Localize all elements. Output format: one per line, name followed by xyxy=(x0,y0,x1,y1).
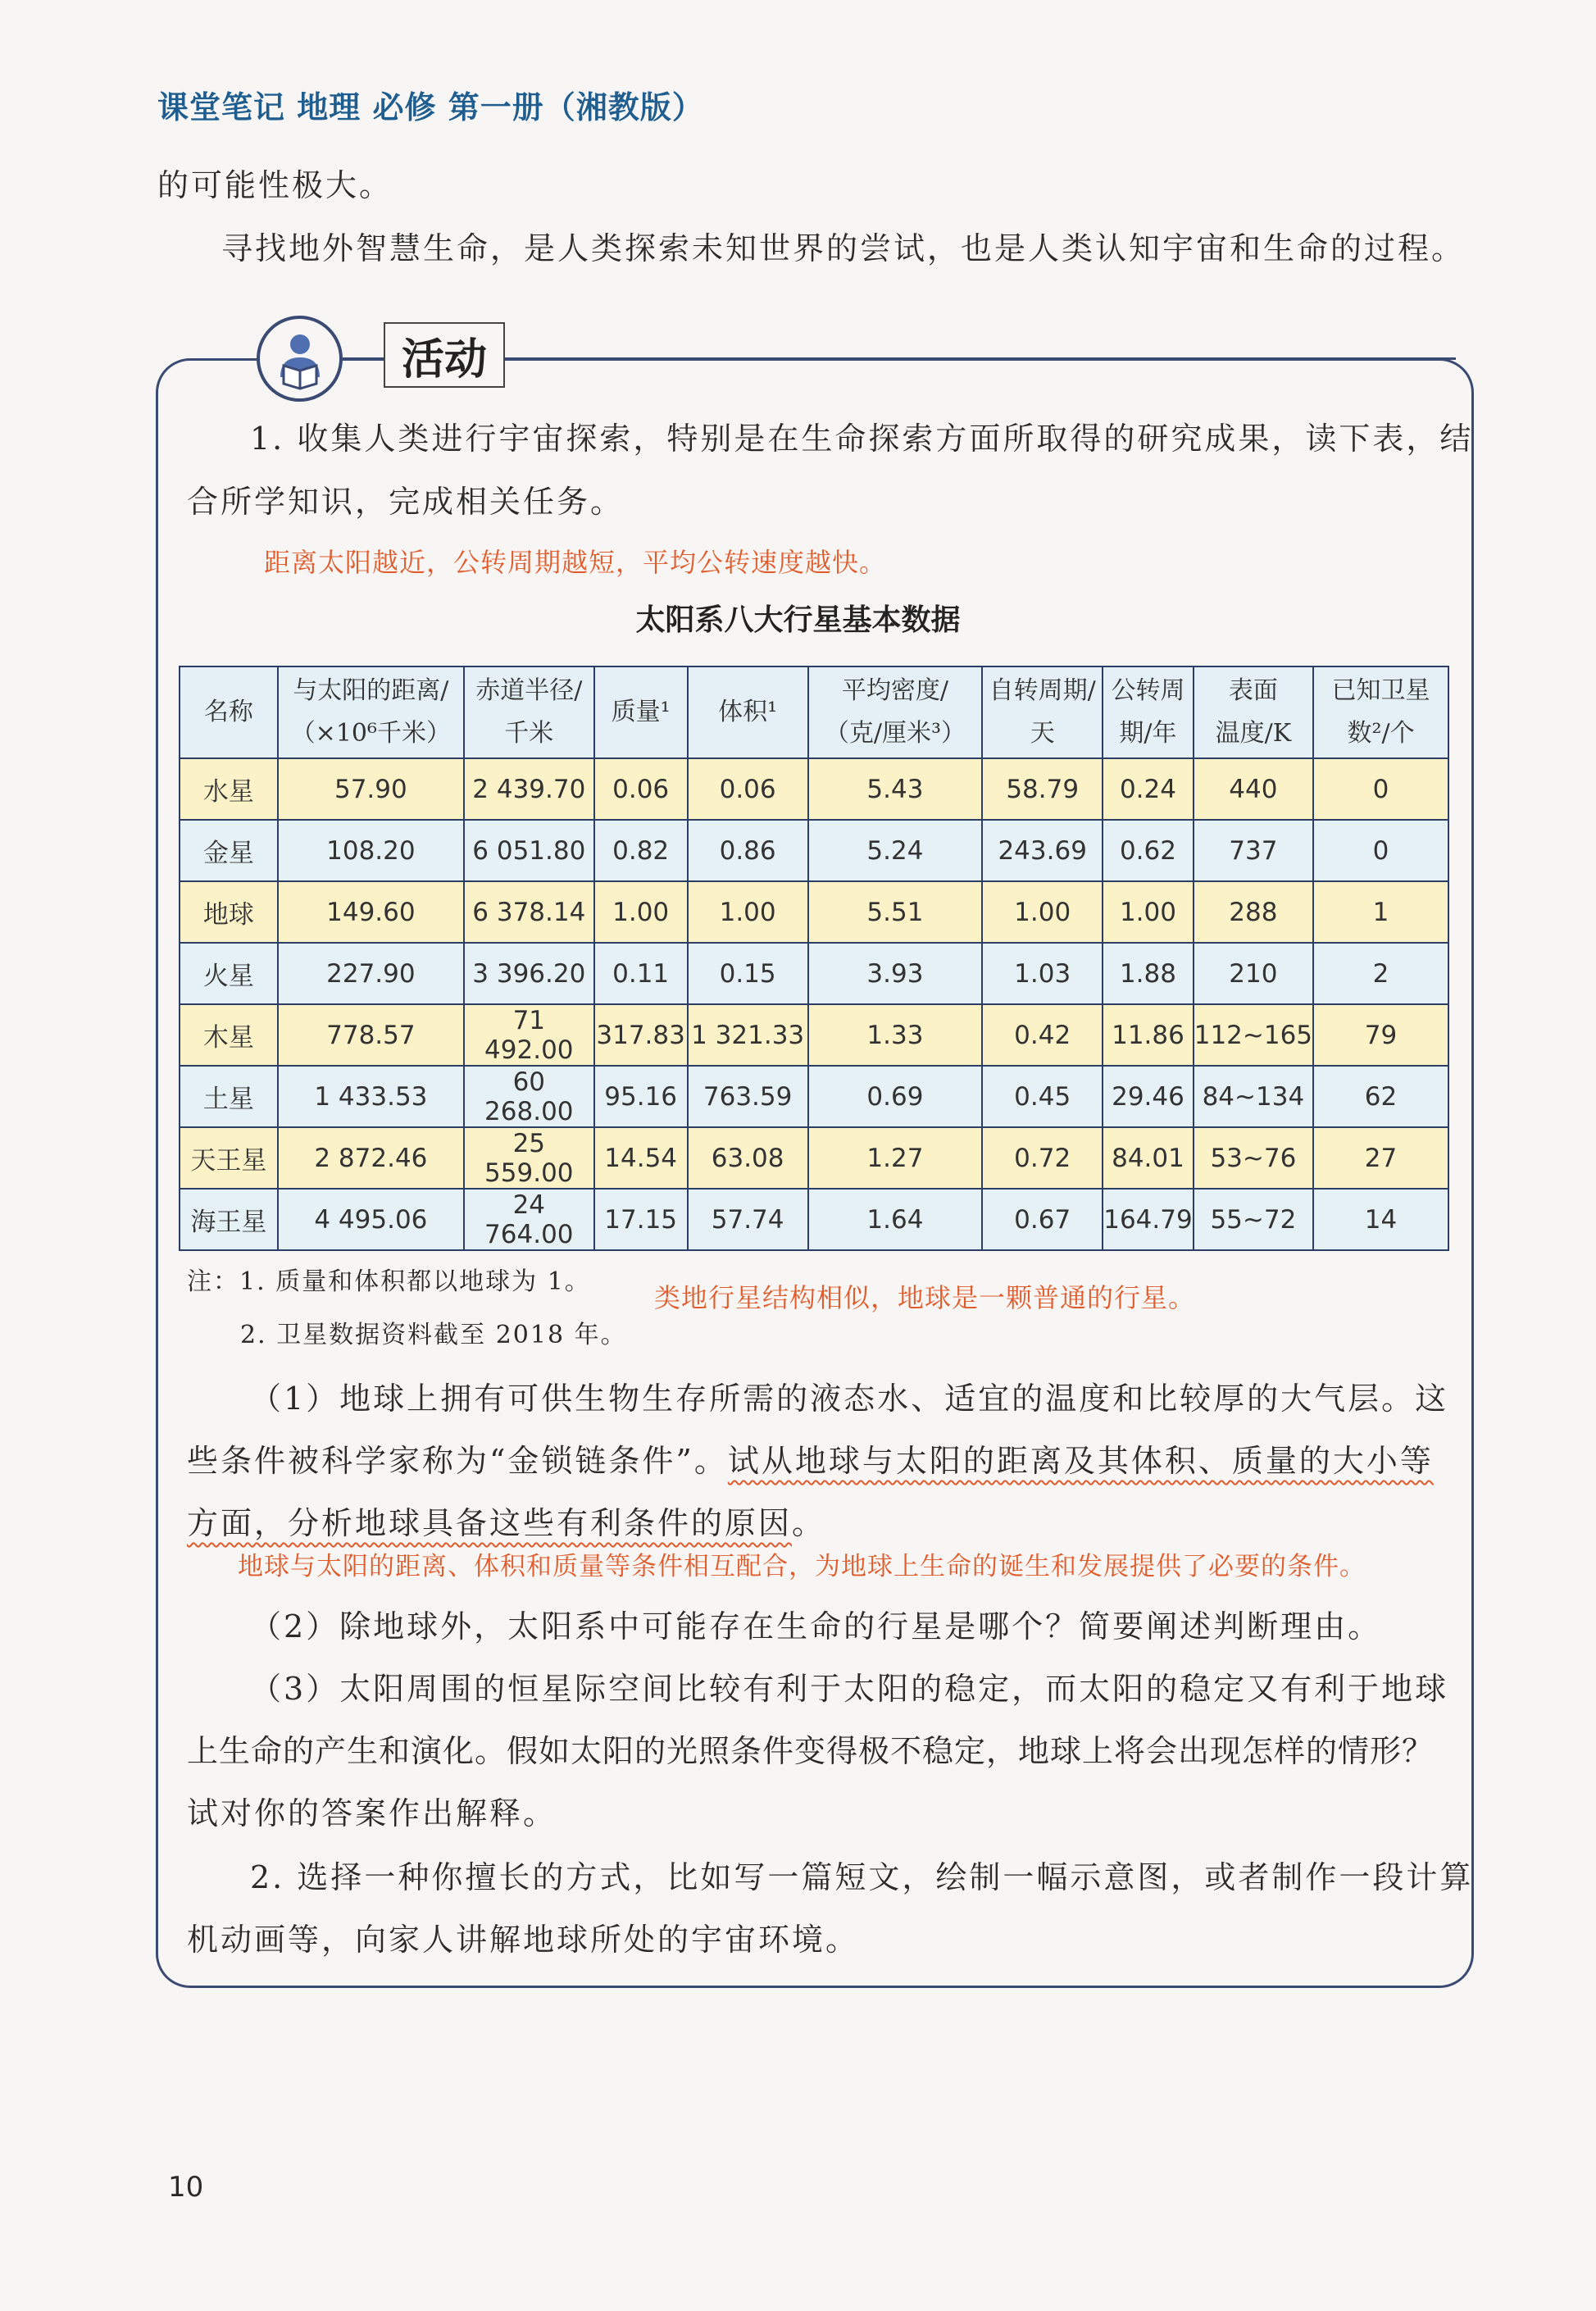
table-cell: 227.90 xyxy=(278,943,464,1004)
col-header-radius: 赤道半径/ 千米 xyxy=(464,666,594,758)
table-row xyxy=(180,1127,1448,1189)
table-cell: 14 xyxy=(1313,1189,1448,1250)
table-cell: 2 872.46 xyxy=(278,1127,464,1189)
table-cell: 4 495.06 xyxy=(278,1189,464,1250)
activity-badge xyxy=(257,316,343,402)
table-row xyxy=(180,820,1448,881)
table-cell: 3.93 xyxy=(808,943,982,1004)
col-header-temperature: 表面 温度/K xyxy=(1194,666,1313,758)
table-row xyxy=(180,1004,1448,1066)
planet-name-cell: 海王星 xyxy=(180,1189,278,1250)
question-1-line-1: （1）地球上拥有可供生物生存所需的液态水、适宜的温度和比较厚的大气层。这 xyxy=(250,1381,1449,1417)
table-cell: 0.82 xyxy=(594,820,688,881)
table-cell: 79 xyxy=(1313,1004,1448,1066)
table-cell: 0.06 xyxy=(594,758,688,820)
task2-line-2: 机动画等，向家人讲解地球所处的宇宙环境。 xyxy=(187,1922,860,1958)
table-cell: 1.27 xyxy=(808,1127,982,1189)
table-cell: 6 378.14 xyxy=(464,881,594,943)
table-cell: 0.11 xyxy=(594,943,688,1004)
question-1-underlined-b: 方面，分析地球具备这些有利条件的原因 xyxy=(187,1505,793,1541)
table-cell: 149.60 xyxy=(278,881,464,943)
table-cell: 95.16 xyxy=(594,1066,688,1127)
red-note-orbit: 距离太阳越近，公转周期越短，平均公转速度越快。 xyxy=(264,547,887,578)
table-cell: 0.62 xyxy=(1103,820,1193,881)
table-cell: 0 xyxy=(1313,820,1448,881)
planet-name-cell: 金星 xyxy=(180,820,278,881)
planet-name-cell: 天王星 xyxy=(180,1127,278,1189)
planet-name-cell: 水星 xyxy=(180,758,278,820)
activity-header-line-right xyxy=(505,357,1456,360)
planet-name-cell: 土星 xyxy=(180,1066,278,1127)
table-cell: 0.45 xyxy=(982,1066,1103,1127)
table-cell: 1.33 xyxy=(808,1004,982,1066)
table-cell: 440 xyxy=(1194,758,1313,820)
table-cell: 0.69 xyxy=(808,1066,982,1127)
col-header-rotation: 自转周期/ 天 xyxy=(982,666,1103,758)
table-cell: 29.46 xyxy=(1103,1066,1193,1127)
table-cell: 0.15 xyxy=(688,943,808,1004)
table-cell: 0.42 xyxy=(982,1004,1103,1066)
red-note-terrestrial: 类地行星结构相似，地球是一颗普通的行星。 xyxy=(654,1282,1196,1313)
table-note-2: 2. 卫星数据资料截至 2018 年。 xyxy=(240,1321,627,1349)
table-cell: 1.00 xyxy=(982,881,1103,943)
table-cell: 5.43 xyxy=(808,758,982,820)
planet-data-table xyxy=(179,666,1449,1251)
col-header-distance: 与太阳的距离/ （×10⁶千米） xyxy=(278,666,464,758)
table-cell: 60 268.00 xyxy=(464,1066,594,1127)
table-cell: 0 xyxy=(1313,758,1448,820)
table-cell: 14.54 xyxy=(594,1127,688,1189)
table-cell: 6 051.80 xyxy=(464,820,594,881)
table-row xyxy=(180,1189,1448,1250)
intro-line-1: 的可能性极大。 xyxy=(157,167,393,203)
table-cell: 57.90 xyxy=(278,758,464,820)
table-cell: 0.67 xyxy=(982,1189,1103,1250)
table-cell: 2 xyxy=(1313,943,1448,1004)
table-header-row xyxy=(180,666,1448,758)
table-cell: 1 433.53 xyxy=(278,1066,464,1127)
table-cell: 55~72 xyxy=(1194,1189,1313,1250)
table-cell: 164.79 xyxy=(1103,1189,1193,1250)
table-row xyxy=(180,943,1448,1004)
table-row xyxy=(180,758,1448,820)
table-cell: 317.83 xyxy=(594,1004,688,1066)
col-header-revolution: 公转周 期/年 xyxy=(1103,666,1193,758)
table-cell: 243.69 xyxy=(982,820,1103,881)
table-cell: 5.51 xyxy=(808,881,982,943)
page-header-title: 课堂笔记 地理 必修 第一册（湘教版） xyxy=(157,89,704,125)
table-cell: 5.24 xyxy=(808,820,982,881)
activity-header-line xyxy=(343,357,384,360)
table-cell: 57.74 xyxy=(688,1189,808,1250)
question-3-line-1: （3）太阳周围的恒星际空间比较有利于太阳的稳定，而太阳的稳定又有利于地球 xyxy=(250,1671,1449,1707)
table-cell: 1.03 xyxy=(982,943,1103,1004)
table-cell: 1.00 xyxy=(1103,881,1193,943)
col-header-mass: 质量¹ xyxy=(594,666,688,758)
table-row xyxy=(180,1066,1448,1127)
table-cell: 210 xyxy=(1194,943,1313,1004)
intro-line-2: 寻找地外智慧生命，是人类探索未知世界的尝试，也是人类认知宇宙和生命的过程。 xyxy=(221,230,1466,266)
red-note-conditions: 地球与太阳的距离、体积和质量等条件相互配合，为地球上生命的诞生和发展提供了必要的条件。 xyxy=(238,1552,1366,1581)
table-note-1: 注：1. 质量和体积都以地球为 1。 xyxy=(187,1267,591,1296)
table-cell: 27 xyxy=(1313,1127,1448,1189)
table-cell: 0.72 xyxy=(982,1127,1103,1189)
table-cell: 1 321.33 xyxy=(688,1004,808,1066)
table-cell: 71 492.00 xyxy=(464,1004,594,1066)
table-cell: 1 xyxy=(1313,881,1448,943)
question-3-line-2: 上生命的产生和演化。假如太阳的光照条件变得极不稳定，地球上将会出现怎样的情形？ xyxy=(187,1733,1435,1769)
table-cell: 0.86 xyxy=(688,820,808,881)
table-title: 太阳系八大行星基本数据 xyxy=(635,603,961,637)
reader-icon xyxy=(267,326,333,392)
table-cell: 112~165 xyxy=(1194,1004,1313,1066)
table-cell: 1.64 xyxy=(808,1189,982,1250)
question-1-underlined-a: 试从地球与太阳的距离及其体积、质量的大小等 xyxy=(727,1443,1434,1479)
planet-name-cell: 火星 xyxy=(180,943,278,1004)
table-cell: 53~76 xyxy=(1194,1127,1313,1189)
table-cell: 11.86 xyxy=(1103,1004,1193,1066)
table-cell: 2 439.70 xyxy=(464,758,594,820)
task2-line-1: 2. 选择一种你擅长的方式，比如写一篇短文，绘制一幅示意图，或者制作一段计算 xyxy=(250,1859,1474,1895)
table-cell: 763.59 xyxy=(688,1066,808,1127)
table-cell: 1.00 xyxy=(688,881,808,943)
table-cell: 62 xyxy=(1313,1066,1448,1127)
question-3-line-3: 试对你的答案作出解释。 xyxy=(187,1795,557,1831)
table-cell: 108.20 xyxy=(278,820,464,881)
table-cell: 58.79 xyxy=(982,758,1103,820)
col-header-name: 名称 xyxy=(180,666,278,758)
task1-line-1: 1. 收集人类进行宇宙探索，特别是在生命探索方面所取得的研究成果，读下表，结 xyxy=(250,421,1474,457)
table-cell: 63.08 xyxy=(688,1127,808,1189)
col-header-density: 平均密度/ （克/厘米³） xyxy=(808,666,982,758)
table-cell: 1.88 xyxy=(1103,943,1193,1004)
question-2: （2）除地球外，太阳系中可能存在生命的行星是哪个？简要阐述判断理由。 xyxy=(250,1608,1382,1645)
table-cell: 25 559.00 xyxy=(464,1127,594,1189)
question-1-line-3-end: 。 xyxy=(792,1505,826,1541)
question-1-line-2a: 些条件被科学家称为“金锁链条件”。 xyxy=(187,1443,728,1479)
table-cell: 84~134 xyxy=(1194,1066,1313,1127)
page-number: 10 xyxy=(168,2171,204,2204)
activity-label: 活动 xyxy=(384,322,505,388)
table-cell: 288 xyxy=(1194,881,1313,943)
table-cell: 0.24 xyxy=(1103,758,1193,820)
col-header-satellites: 已知卫星 数²/个 xyxy=(1313,666,1448,758)
table-cell: 3 396.20 xyxy=(464,943,594,1004)
planet-name-cell: 木星 xyxy=(180,1004,278,1066)
table-cell: 778.57 xyxy=(278,1004,464,1066)
table-cell: 24 764.00 xyxy=(464,1189,594,1250)
planet-name-cell: 地球 xyxy=(180,881,278,943)
table-cell: 17.15 xyxy=(594,1189,688,1250)
table-cell: 737 xyxy=(1194,820,1313,881)
table-cell: 84.01 xyxy=(1103,1127,1193,1189)
task1-line-2: 合所学知识，完成相关任务。 xyxy=(187,484,625,520)
table-cell: 0.06 xyxy=(688,758,808,820)
col-header-volume: 体积¹ xyxy=(688,666,808,758)
table-row xyxy=(180,881,1448,943)
question-1-line-2 xyxy=(187,1430,1434,1492)
table-cell: 1.00 xyxy=(594,881,688,943)
